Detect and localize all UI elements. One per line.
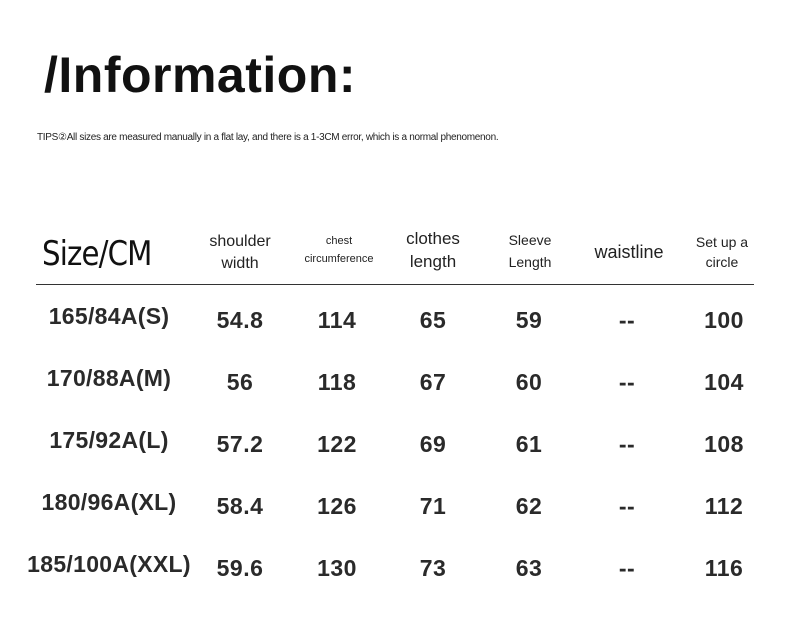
measurement-cell: 100 — [704, 307, 744, 333]
column-header-line: clothes — [406, 229, 460, 248]
size-label: 170/88A(M) — [46, 365, 172, 391]
column-header-chest-circumference — [304, 233, 373, 268]
column-header-waistline — [594, 240, 663, 264]
measurement-cell: 126 — [317, 493, 357, 519]
measurement-cell: 63 — [515, 555, 543, 581]
measurement-cell: 65 — [419, 307, 447, 333]
measurement-cell: 58.4 — [216, 493, 264, 519]
column-header-line: chest — [325, 235, 353, 247]
measurement-cell: 112 — [704, 493, 744, 519]
column-header-shoulder-width — [209, 231, 270, 274]
column-header-line: waistline — [594, 242, 664, 262]
measurement-cell: 116 — [704, 555, 744, 581]
column-header-clothes-length — [406, 228, 460, 274]
measurement-cell: -- — [618, 431, 636, 457]
measurement-cell: 114 — [317, 307, 357, 333]
measurement-cell: 69 — [419, 431, 447, 457]
measurement-cell: 62 — [515, 493, 543, 519]
measurement-tips: TIPS②All sizes are measured manually in a flat lay, and there is a 1-3CM error, which is a normal phenomenon. — [37, 132, 499, 143]
column-header-line: length — [409, 251, 457, 271]
column-header-line: circle — [705, 254, 739, 271]
measurement-cell: -- — [618, 369, 636, 395]
column-header-line: shoulder — [209, 233, 271, 250]
column-header-line: Sleeve — [508, 232, 552, 248]
column-header-line: width — [221, 254, 259, 272]
measurement-cell: 104 — [704, 369, 744, 395]
measurement-cell: 61 — [515, 431, 543, 457]
measurement-cell: 56 — [226, 369, 254, 395]
header-divider — [36, 284, 754, 285]
measurement-cell: -- — [618, 493, 636, 519]
measurement-cell: -- — [618, 555, 636, 581]
measurement-cell: 54.8 — [216, 307, 264, 333]
measurement-cell: 57.2 — [216, 431, 264, 457]
measurement-cell: 108 — [704, 431, 744, 457]
measurement-cell: 67 — [419, 369, 447, 395]
measurement-cell: 59.6 — [216, 555, 264, 581]
size-label: 165/84A(S) — [48, 303, 170, 329]
page-title: /Information: — [44, 47, 357, 103]
size-column-header: Size/CM — [42, 234, 152, 274]
column-header-line: Length — [508, 253, 552, 270]
column-header-sleeve-length — [509, 230, 552, 273]
column-header-line: circumference — [304, 252, 374, 265]
measurement-cell: -- — [618, 307, 636, 333]
measurement-cell: 130 — [317, 555, 357, 581]
column-header-set-up-a-circle — [696, 232, 748, 273]
measurement-cell: 59 — [515, 307, 543, 333]
size-label: 185/100A(XXL) — [27, 551, 191, 577]
size-label: 180/96A(XL) — [41, 489, 177, 515]
measurement-cell: 73 — [419, 555, 447, 581]
size-label: 175/92A(L) — [49, 427, 169, 453]
measurement-cell: 118 — [317, 369, 357, 395]
measurement-cell: 122 — [317, 431, 357, 457]
column-header-line: Set up a — [695, 234, 749, 250]
measurement-cell: 60 — [515, 369, 543, 395]
measurement-cell: 71 — [419, 493, 447, 519]
